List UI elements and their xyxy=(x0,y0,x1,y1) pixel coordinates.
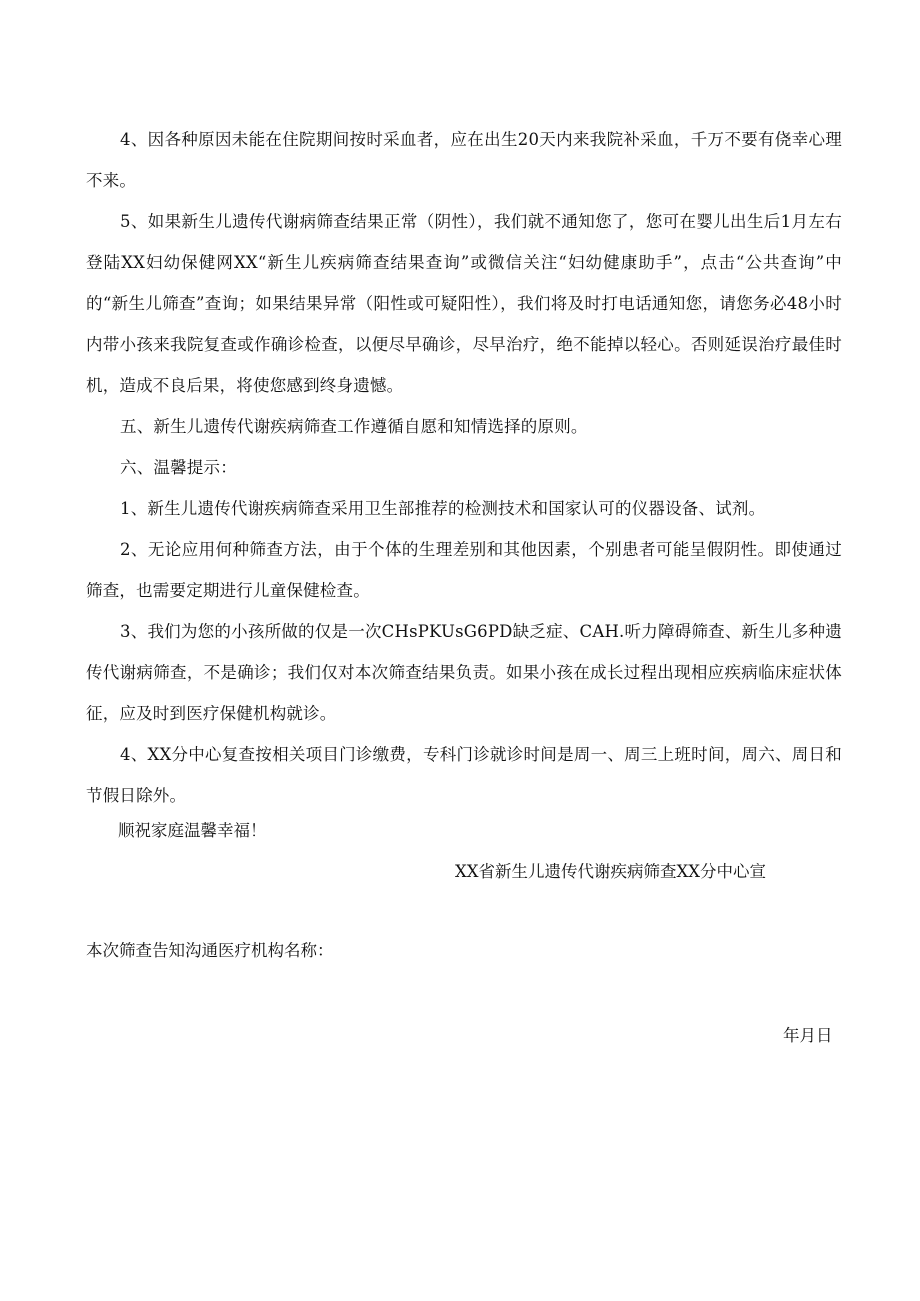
heading-warm-tips: 六、温馨提示： xyxy=(120,458,237,477)
greeting: 顺祝家庭温馨幸福！ xyxy=(118,821,267,840)
signature: XX省新生儿遗传代谢疾病筛查XX分中心宣 xyxy=(455,862,766,881)
paragraph-blood-sampling: 4、因各种原因未能在住院期间按时采血者，应在出生20天内来我院补采血，千万不要有侥幸心理不来。 xyxy=(86,130,842,190)
institution-label: 本次筛查告知沟通医疗机构名称： xyxy=(86,941,334,960)
paragraph-tip-4: 4、XX分中心复查按相关项目门诊缴费，专科门诊就诊时间是周一、周三上班时间，周六、周日和节假日除外。 xyxy=(86,745,842,805)
date-label: 年月日 xyxy=(783,1026,833,1045)
paragraph-section-five: 五、新生儿遗传代谢疾病筛查工作遵循自愿和知情选择的原则。 xyxy=(120,417,588,436)
paragraph-tip-1: 1、新生儿遗传代谢疾病筛查采用卫生部推荐的检测技术和国家认可的仪器设备、试剂。 xyxy=(120,499,766,518)
paragraph-tip-3: 3、我们为您的小孩所做的仅是一次CHsPKUsG6PD缺乏症、CAH.听力障碍筛查、新生儿多种遗传代谢病筛查，不是确诊；我们仅对本次筛查结果负责。如果小孩在成长过程出现相应疾病临床症状体征，应及时到医疗保健机构就诊。 xyxy=(86,622,842,723)
paragraph-screening-results: 5、如果新生儿遗传代谢病筛查结果正常（阴性），我们就不通知您了，您可在婴儿出生后1月左右登陆XX妇幼保健网XX“新生儿疾病筛查结果查询”或微信关注“妇幼健康助手”，点击“公共查询”中的“新生儿筛查”查询；如果结果异常（阳性或可疑阳性），我们将及时打电话通知您，请您务必48小时内带小孩来我院复查或作确诊检查，以便尽早确诊，尽早治疗，绝不能掉以轻心。否则延误治疗最佳时机，造成不良后果，将使您感到终身遗憾。 xyxy=(86,212,842,395)
paragraph-tip-2: 2、无论应用何种筛查方法，由于个体的生理差别和其他因素，个别患者可能呈假阴性。即使通过筛查，也需要定期进行儿童保健检查。 xyxy=(86,540,842,600)
